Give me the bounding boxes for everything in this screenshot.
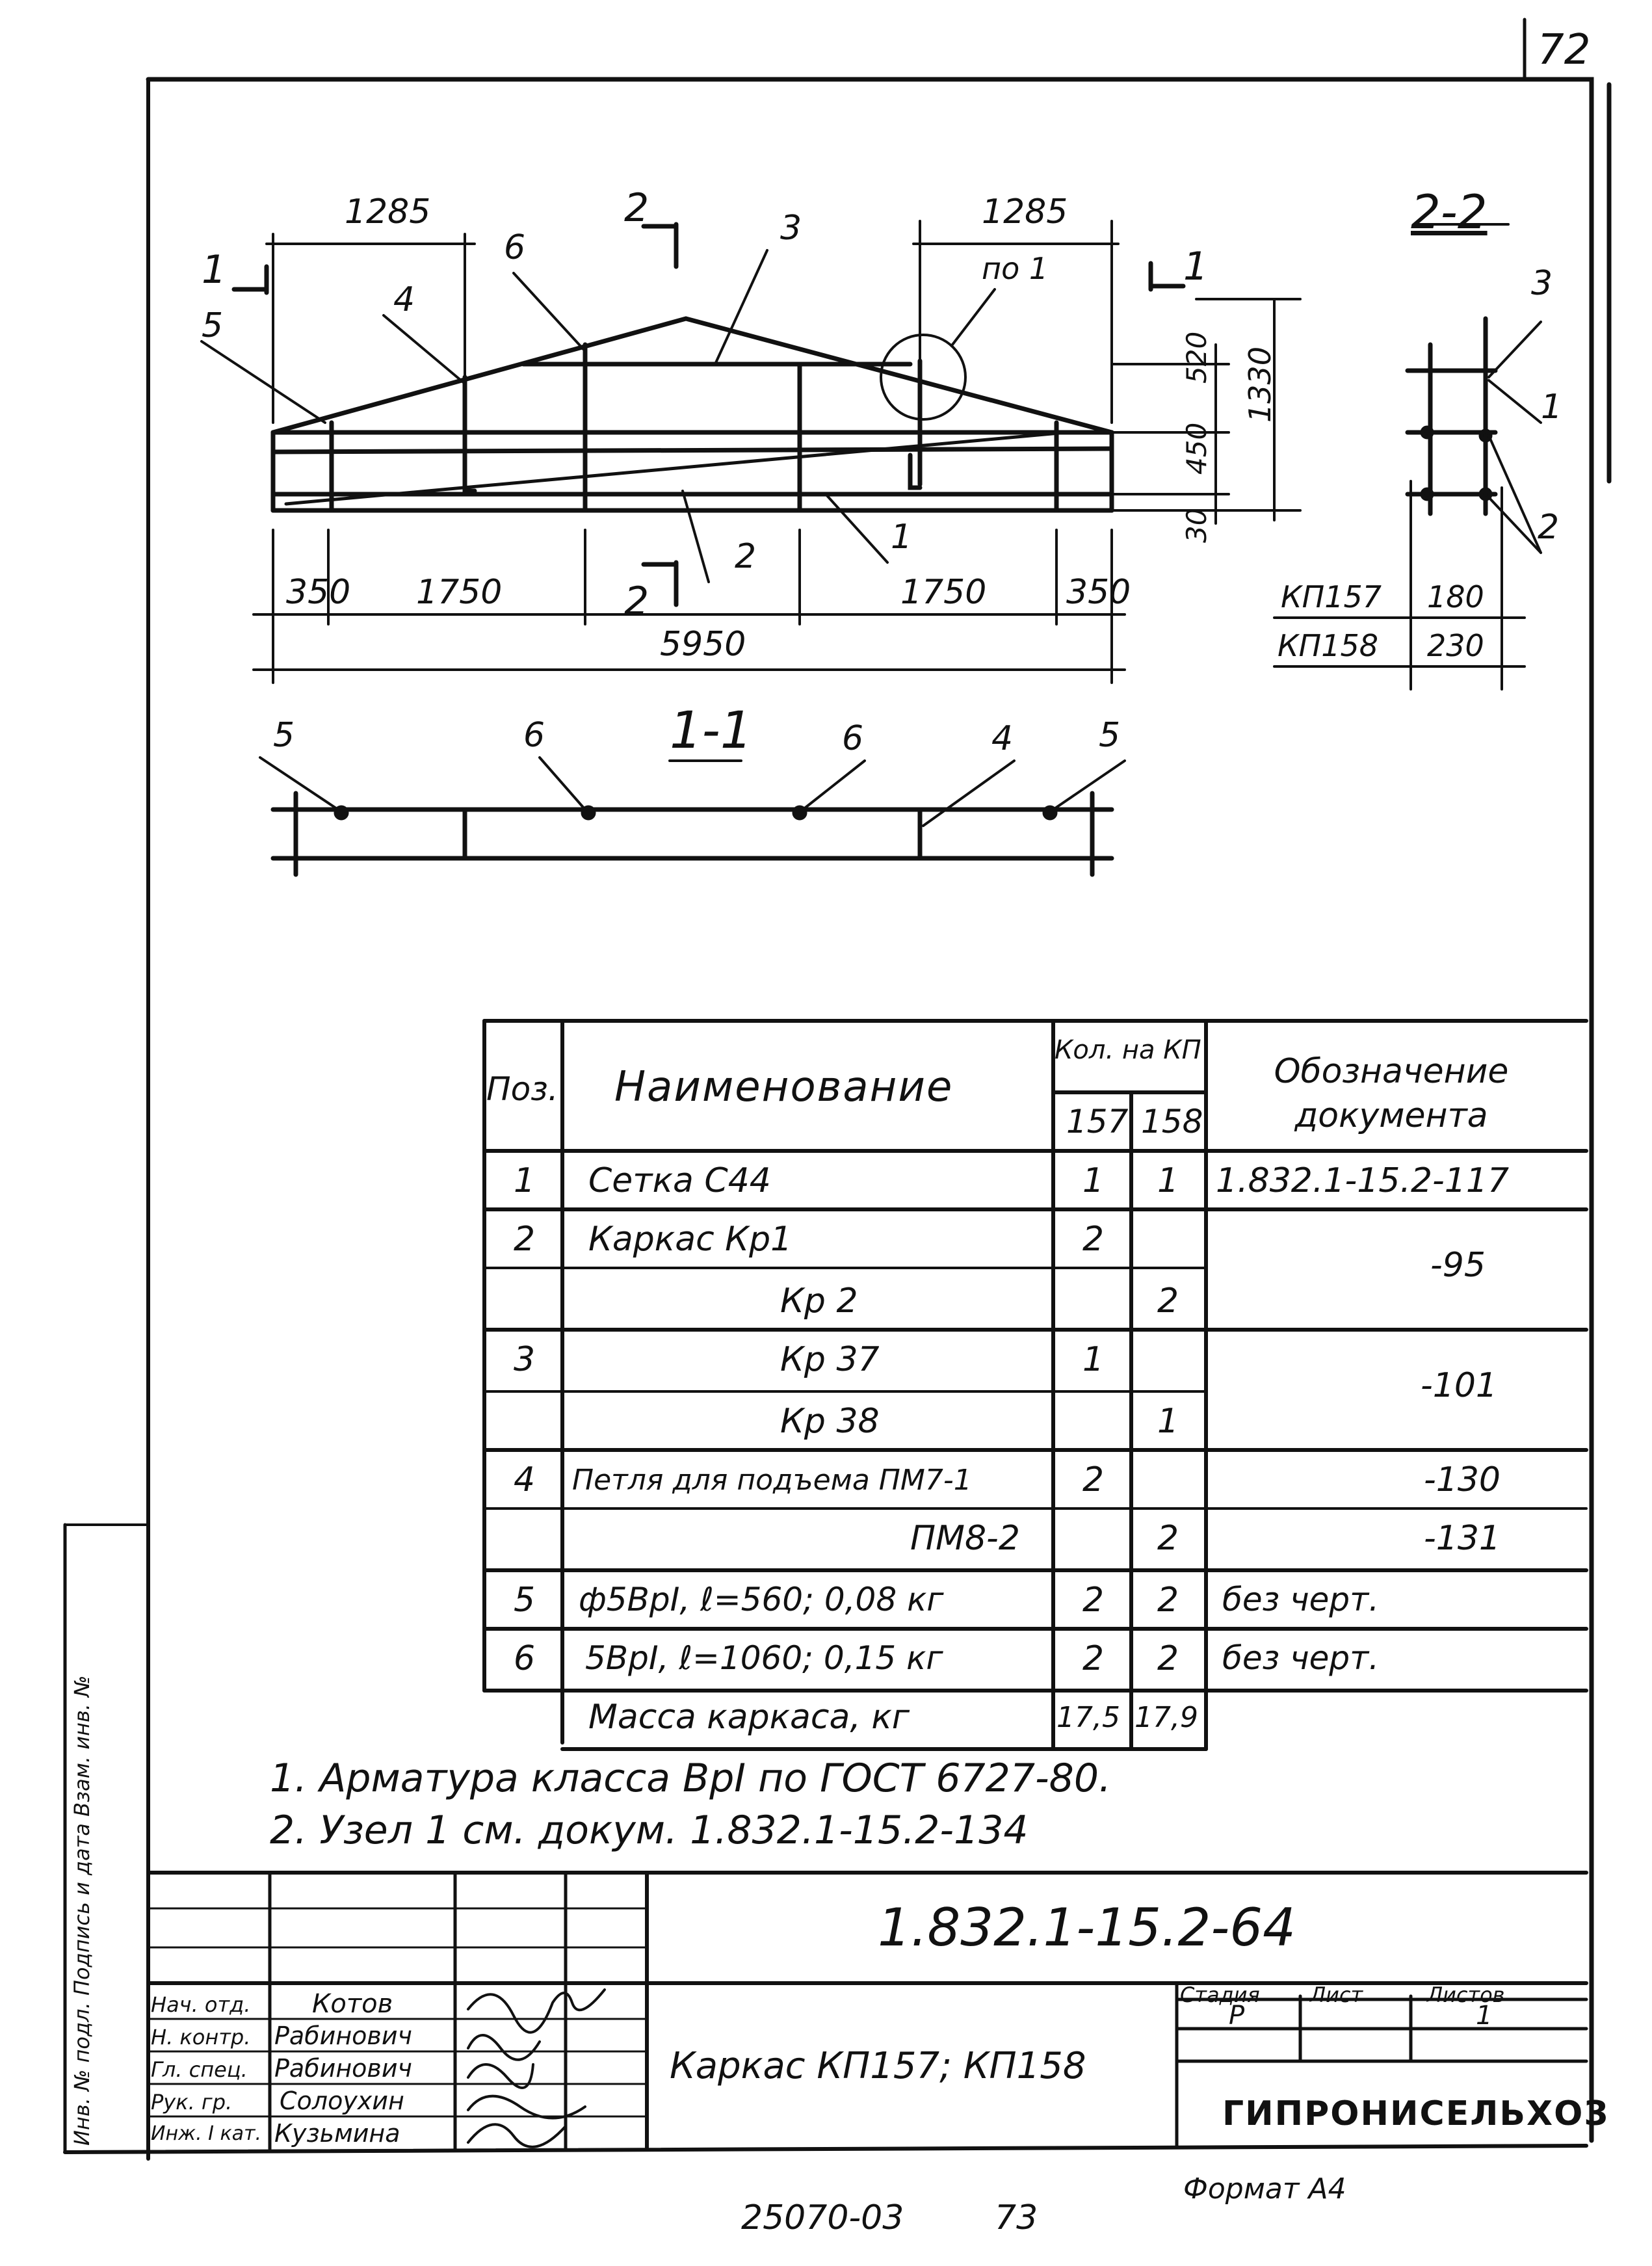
dim-bottom-4: 350 xyxy=(1066,573,1131,612)
pos-label-3: 3 xyxy=(780,209,802,248)
row4-doc: -101 xyxy=(1421,1366,1498,1405)
stage-value: Р xyxy=(1229,2001,1245,2031)
signature-2 xyxy=(468,2035,540,2060)
staff-name-5: Кузьмина xyxy=(274,2119,400,2148)
row8-doc: без черт. xyxy=(1222,1581,1380,1618)
row8-pos: 5 xyxy=(514,1581,536,1620)
sec11-label-6-left: 6 xyxy=(523,716,545,755)
row5-q158: 1 xyxy=(1157,1402,1179,1441)
sheet-label: Лист xyxy=(1310,1983,1363,2007)
sec11-label-5-right: 5 xyxy=(1099,716,1121,755)
pos-label-1: 1 xyxy=(891,518,913,557)
row6-pos: 4 xyxy=(514,1460,536,1499)
dim-top-left: 1285 xyxy=(345,192,431,231)
node-label: по 1 xyxy=(982,251,1049,286)
mass-q158: 17,9 xyxy=(1134,1701,1198,1734)
organization: ГИПРОНИСЕЛЬХОЗ xyxy=(1222,2094,1610,2133)
row5-name: Кр 38 xyxy=(780,1402,880,1441)
sheet-number: 72 xyxy=(1538,26,1591,74)
note-1: 1. Арматура класса ВрI по ГОСТ 6727-80. xyxy=(270,1756,1112,1801)
signature-1 xyxy=(468,1990,605,2033)
section-2-2-view xyxy=(1274,224,1541,689)
row6-name: Петля для подъема ПМ7-1 xyxy=(572,1464,972,1497)
sec22-label-2: 2 xyxy=(1538,508,1560,547)
row6-q157: 2 xyxy=(1082,1460,1105,1499)
row9-doc: без черт. xyxy=(1222,1639,1380,1677)
row1-q157: 1 xyxy=(1082,1161,1105,1200)
dim-bottom-2: 1750 xyxy=(416,573,503,612)
pos-label-2: 2 xyxy=(735,537,757,576)
sheets-value: 1 xyxy=(1476,2001,1493,2031)
row1-name: Сетка С44 xyxy=(588,1161,771,1200)
sec22-label-3: 3 xyxy=(1531,264,1553,303)
header-qty-158: 158 xyxy=(1141,1103,1203,1140)
row7-name: ПМ8-2 xyxy=(910,1519,1020,1558)
sec11-label-6-right: 6 xyxy=(842,719,864,758)
dim-total: 5950 xyxy=(660,625,746,664)
row9-q157: 2 xyxy=(1082,1639,1105,1678)
signature-4 xyxy=(468,2096,585,2118)
row7-doc: -131 xyxy=(1424,1519,1501,1558)
row1-doc: 1.832.1-15.2-117 xyxy=(1216,1161,1510,1200)
staff-role-1: Нач. отд. xyxy=(151,1992,251,2017)
sheets-label: Листов xyxy=(1427,1983,1505,2007)
section-1-1-view xyxy=(260,758,1125,875)
staff-name-1: Котов xyxy=(312,1989,393,2019)
sec22-width-180: 180 xyxy=(1427,579,1484,614)
row8-name: ф5ВрI, ℓ=560; 0,08 кг xyxy=(579,1581,944,1618)
staff-name-2: Рабинович xyxy=(274,2022,412,2050)
staff-role-5: Инж. I кат. xyxy=(151,2122,262,2145)
dim-bottom-1: 350 xyxy=(286,573,351,612)
row2-doc: -95 xyxy=(1430,1246,1486,1285)
pos-label-5: 5 xyxy=(202,306,224,345)
cut-mark-1-left: 1 xyxy=(202,247,227,293)
header-doc: Обозначение документа xyxy=(1274,1052,1509,1135)
row3-name: Кр 2 xyxy=(780,1282,858,1321)
cut-mark-2-top: 2 xyxy=(624,185,649,231)
pos-label-4: 4 xyxy=(393,280,415,319)
signature-5 xyxy=(468,2124,566,2147)
note-2: 2. Узел 1 см. докум. 1.832.1-15.2-134 xyxy=(270,1808,1029,1853)
dim-bottom-3: 1750 xyxy=(900,573,987,612)
row7-q158: 2 xyxy=(1157,1519,1179,1558)
staff-name-3: Рабинович xyxy=(274,2054,412,2083)
row8-q157: 2 xyxy=(1082,1581,1105,1620)
sec11-label-4: 4 xyxy=(991,719,1014,758)
row6-doc: -130 xyxy=(1424,1460,1501,1499)
footer-page: 73 xyxy=(995,2198,1038,2237)
dim-top-right: 1285 xyxy=(982,192,1068,231)
section-1-1-title: 1-1 xyxy=(670,702,753,760)
staff-name-4: Солоухин xyxy=(280,2087,404,2115)
elevation-view xyxy=(273,319,1112,510)
section-2-2-title: 2-2 xyxy=(1411,185,1488,239)
staff-role-4: Рук. гр. xyxy=(151,2090,233,2114)
drawing-title: Каркас КП157; КП158 xyxy=(670,2045,1086,2087)
header-qty: Кол. на КП xyxy=(1055,1035,1201,1065)
row9-name: 5ВрI, ℓ=1060; 0,15 кг xyxy=(585,1639,943,1677)
row9-pos: 6 xyxy=(514,1639,536,1678)
row4-name: Кр 37 xyxy=(780,1340,880,1379)
row1-q158: 1 xyxy=(1157,1161,1179,1200)
cut-mark-2-bottom: 2 xyxy=(624,579,649,624)
dim-vertical-520: 520 xyxy=(1181,331,1213,384)
row2-q157: 2 xyxy=(1082,1220,1105,1259)
dim-vertical-30: 30 xyxy=(1181,508,1213,543)
staff-role-3: Гл. спец. xyxy=(151,2057,248,2082)
row2-name: Каркас Кр1 xyxy=(588,1220,793,1259)
header-name: Наименование xyxy=(614,1063,954,1111)
archive-number: 25070-03 xyxy=(741,2198,904,2237)
mass-q157: 17,5 xyxy=(1056,1701,1120,1734)
dim-vertical-450: 450 xyxy=(1181,422,1213,475)
format-label: Формат А4 xyxy=(1183,2172,1346,2206)
row4-q157: 1 xyxy=(1082,1340,1105,1379)
header-qty-157: 157 xyxy=(1066,1103,1129,1140)
side-stamp: Инв. № подл. Подпись и дата Взам. инв. № xyxy=(70,1675,94,2146)
row4-pos: 3 xyxy=(514,1340,536,1379)
sec22-label-1: 1 xyxy=(1541,388,1563,427)
dim-vertical-1330: 1330 xyxy=(1242,346,1278,423)
sec22-mark-kp158: КП158 xyxy=(1278,628,1379,663)
stage-label: Стадия xyxy=(1180,1983,1260,2007)
row8-q158: 2 xyxy=(1157,1581,1179,1620)
doc-code: 1.832.1-15.2-64 xyxy=(878,1897,1296,1958)
cut-mark-1-right: 1 xyxy=(1183,244,1209,289)
sec22-mark-kp157: КП157 xyxy=(1281,579,1382,614)
pos-label-6: 6 xyxy=(504,228,526,267)
staff-role-2: Н. контр. xyxy=(151,2025,251,2049)
sec22-width-230: 230 xyxy=(1427,628,1484,663)
mass-label: Масса каркаса, кг xyxy=(588,1698,910,1737)
header-pos: Поз. xyxy=(486,1070,558,1108)
row1-pos: 1 xyxy=(514,1161,536,1200)
row2-pos: 2 xyxy=(514,1220,536,1259)
row9-q158: 2 xyxy=(1157,1639,1179,1678)
sec11-label-5-left: 5 xyxy=(273,716,295,755)
row3-q158: 2 xyxy=(1157,1282,1179,1321)
